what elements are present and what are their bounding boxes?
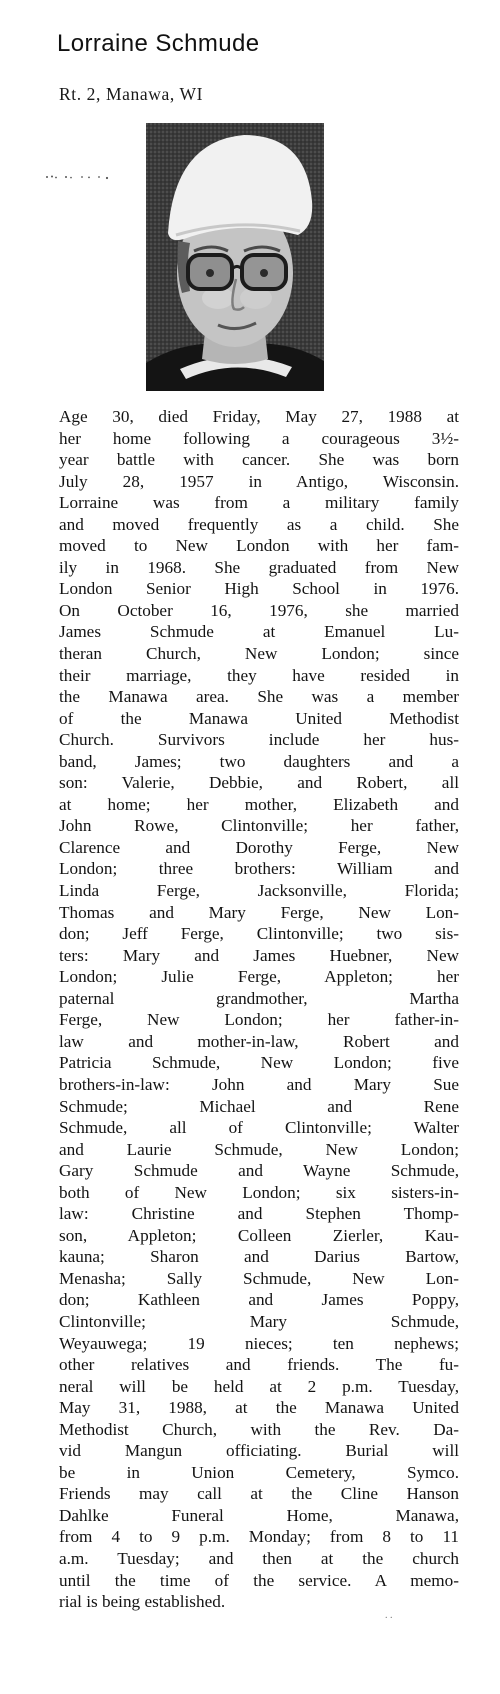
- body-line: and Laurie Schmude, New London;: [59, 1139, 459, 1159]
- body-line: a.m. Tuesday; and then at the church: [59, 1548, 459, 1568]
- body-line: Linda Ferge, Jacksonville, Florida;: [59, 881, 459, 901]
- body-line: from 4 to 9 p.m. Monday; from 8 to 11: [59, 1527, 459, 1547]
- body-line: of the Manawa United Methodist: [59, 708, 459, 728]
- body-line: be in Union Cemetery, Symco.: [59, 1462, 459, 1482]
- body-line: year battle with cancer. She was born: [59, 450, 459, 470]
- body-line: son, Appleton; Colleen Zierler, Kau-: [59, 1225, 459, 1245]
- body-line: and moved frequently as a child. She: [59, 514, 459, 534]
- body-line: kauna; Sharon and Darius Bartow,: [59, 1247, 459, 1267]
- body-line: Lorraine was from a military family: [59, 493, 459, 513]
- body-line: ily in 1968. She graduated from New: [59, 557, 459, 577]
- body-line: her home following a courageous 3½-: [59, 428, 459, 448]
- body-line: Church. Survivors include her hus-: [59, 730, 459, 750]
- portrait-photo: [146, 123, 324, 391]
- body-line: until the time of the service. A memo-: [59, 1570, 459, 1590]
- body-line: theran Church, New London; since: [59, 644, 459, 664]
- body-line: May 31, 1988, at the Manawa United: [59, 1398, 459, 1418]
- body-line: band, James; two daughters and a: [59, 751, 459, 771]
- body-line: rial is being established.: [59, 1592, 226, 1612]
- body-line: London Senior High School in 1976.: [59, 579, 459, 599]
- body-line: Friends may call at the Cline Hanson: [59, 1484, 459, 1504]
- body-line: their marriage, they have resided in: [59, 665, 459, 685]
- print-speck: [44, 173, 114, 181]
- body-line: Age 30, died Friday, May 27, 1988 at: [59, 407, 459, 426]
- obituary-body: [59, 406, 459, 1613]
- body-line: Ferge, New London; her father-in-: [59, 1010, 459, 1030]
- body-line: vid Mangun officiating. Burial will: [59, 1441, 459, 1461]
- body-line: law and mother-in-law, Robert and: [59, 1031, 459, 1051]
- body-line: London; three brothers: William and: [59, 859, 459, 879]
- body-line: Menasha; Sally Schmude, New Lon-: [59, 1268, 459, 1288]
- body-line: Clarence and Dorothy Ferge, New: [59, 837, 459, 857]
- body-line: neral will be held at 2 p.m. Tuesday,: [59, 1376, 459, 1396]
- body-line: Methodist Church, with the Rev. Da-: [59, 1419, 459, 1439]
- body-line: don; Kathleen and James Poppy,: [59, 1290, 459, 1310]
- body-line: moved to New London with her fam-: [59, 536, 459, 556]
- body-line: Schmude; Michael and Rene: [59, 1096, 459, 1116]
- body-line: Weyauwega; 19 nieces; ten nephews;: [59, 1333, 459, 1353]
- body-line: Dahlke Funeral Home, Manawa,: [59, 1505, 459, 1525]
- body-line: son: Valerie, Debbie, and Robert, all: [59, 773, 459, 793]
- body-line: the Manawa area. She was a member: [59, 687, 459, 707]
- body-line: paternal grandmother, Martha: [59, 988, 459, 1008]
- print-speck-dots: . .: [385, 1610, 393, 1621]
- body-line: John Rowe, Clintonville; her father,: [59, 816, 459, 836]
- body-line: On October 16, 1976, she married: [59, 600, 459, 620]
- body-line: July 28, 1957 in Antigo, Wisconsin.: [59, 471, 459, 491]
- body-line: Clintonville; Mary Schmude,: [59, 1311, 459, 1331]
- body-line: ters: Mary and James Huebner, New: [59, 945, 459, 965]
- body-line: Schmude, all of Clintonville; Walter: [59, 1118, 459, 1138]
- body-line: other relatives and friends. The fu-: [59, 1355, 459, 1375]
- body-line: at home; her mother, Elizabeth and: [59, 794, 459, 814]
- body-line: London; Julie Ferge, Appleton; her: [59, 967, 459, 987]
- body-line: Thomas and Mary Ferge, New Lon-: [59, 902, 459, 922]
- body-line: Patricia Schmude, New London; five: [59, 1053, 459, 1073]
- body-line: law: Christine and Stephen Thomp-: [59, 1204, 459, 1224]
- body-line: James Schmude at Emanuel Lu-: [59, 622, 459, 642]
- body-line: both of New London; six sisters-in-: [59, 1182, 459, 1202]
- body-line: Gary Schmude and Wayne Schmude,: [59, 1161, 459, 1181]
- body-line: don; Jeff Ferge, Clintonville; two sis-: [59, 924, 459, 944]
- obituary-address: Rt. 2, Manawa, WI: [59, 84, 204, 104]
- obituary-name: Lorraine Schmude: [57, 30, 260, 57]
- body-line: brothers-in-law: John and Mary Sue: [59, 1074, 459, 1094]
